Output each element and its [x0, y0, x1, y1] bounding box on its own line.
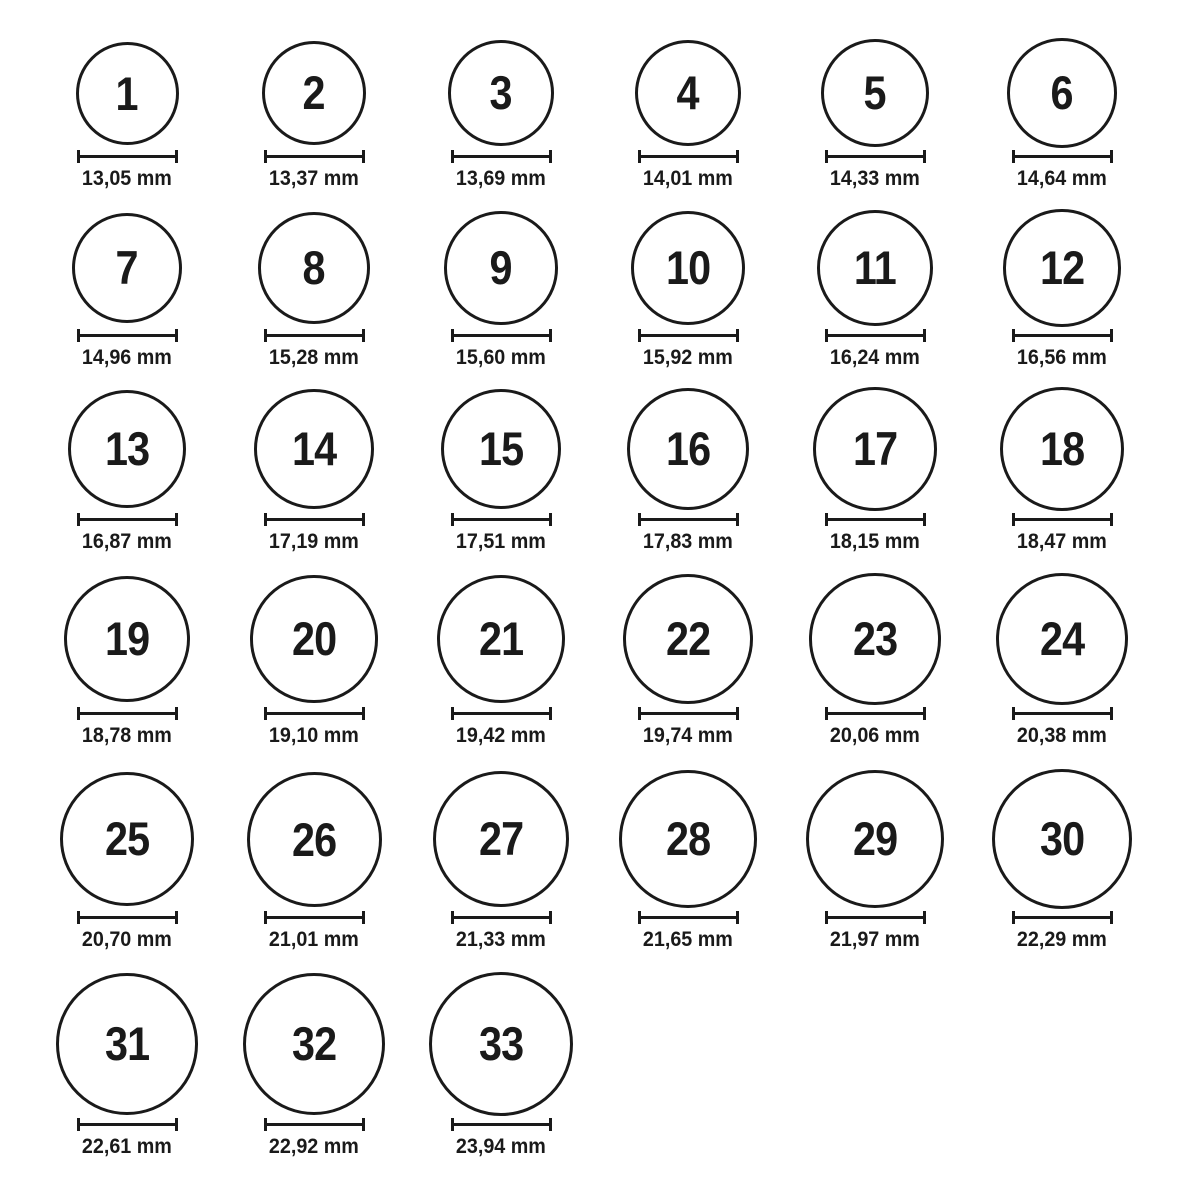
measure-bar	[640, 518, 737, 521]
ring-circle	[262, 41, 366, 145]
measure-end-tick	[736, 150, 739, 163]
ring-size-number: 15	[478, 422, 524, 476]
ring-size-number: 26	[291, 812, 337, 866]
measure-bar	[1014, 518, 1111, 521]
measure-end-tick	[362, 329, 365, 342]
ring-size-number: 9	[489, 241, 513, 295]
measure-bar	[266, 155, 363, 158]
ring-size-item	[221, 964, 408, 1158]
ring-circle	[631, 211, 746, 326]
measure-bar	[453, 916, 550, 919]
measure-end-tick	[549, 329, 552, 342]
diameter-measure-line	[451, 513, 552, 526]
ring-size-item	[221, 559, 408, 748]
diameter-label	[34, 929, 221, 950]
diameter-label-text: 21,65 mm	[642, 928, 733, 952]
ring-size-item	[969, 188, 1156, 373]
diameter-label-text: 20,06 mm	[829, 724, 920, 748]
diameter-label	[969, 929, 1156, 950]
diameter-measure-line	[77, 329, 178, 342]
diameter-measure-line	[451, 150, 552, 163]
diameter-label-text: 21,01 mm	[268, 928, 359, 952]
ring-size-item	[408, 559, 595, 748]
ring-size-item	[221, 759, 408, 952]
ring-size-number: 7	[115, 241, 139, 295]
measure-bar	[453, 712, 550, 715]
diameter-label-text: 18,47 mm	[1016, 530, 1107, 554]
diameter-label	[408, 929, 595, 950]
diameter-measure-line	[638, 911, 739, 924]
diameter-measure-line	[451, 707, 552, 720]
ring-size-number: 20	[291, 612, 337, 666]
measure-end-tick	[362, 1118, 365, 1131]
diameter-label	[595, 347, 782, 368]
ring-size-item	[408, 13, 595, 198]
ring-size-item	[34, 759, 221, 952]
ring-circle	[809, 573, 940, 704]
measure-end-tick	[923, 911, 926, 924]
measure-bar	[266, 916, 363, 919]
ring-circle	[619, 770, 757, 908]
measure-bar	[640, 334, 737, 337]
diameter-label-text: 16,56 mm	[1016, 345, 1107, 369]
ring-size-number: 27	[478, 812, 524, 866]
ring-size-item	[782, 559, 969, 748]
diameter-label-text: 18,15 mm	[829, 530, 920, 554]
ring-size-item	[595, 559, 782, 748]
diameter-label-text: 13,69 mm	[455, 166, 546, 190]
diameter-label	[221, 347, 408, 368]
measure-bar	[266, 518, 363, 521]
ring-size-item	[221, 13, 408, 198]
diameter-measure-line	[825, 911, 926, 924]
ring-size-item	[595, 13, 782, 198]
measure-bar	[266, 334, 363, 337]
diameter-label-text: 21,97 mm	[829, 928, 920, 952]
ring-size-number: 24	[1039, 612, 1085, 666]
ring-circle	[817, 210, 933, 326]
ring-size-number: 25	[104, 812, 150, 866]
ring-size-item	[595, 759, 782, 952]
diameter-label	[595, 531, 782, 552]
diameter-label	[408, 531, 595, 552]
diameter-measure-line	[451, 911, 552, 924]
measure-end-tick	[549, 911, 552, 924]
measure-end-tick	[362, 911, 365, 924]
measure-bar	[79, 916, 176, 919]
diameter-label-text: 18,78 mm	[81, 724, 172, 748]
ring-size-number: 3	[489, 66, 513, 120]
ring-circle	[68, 390, 186, 508]
measure-bar	[640, 712, 737, 715]
ring-circle	[448, 40, 554, 146]
ring-circle	[64, 576, 190, 702]
measure-end-tick	[175, 150, 178, 163]
measure-bar	[827, 518, 924, 521]
measure-end-tick	[1110, 707, 1113, 720]
measure-end-tick	[362, 150, 365, 163]
measure-end-tick	[923, 707, 926, 720]
ring-circle	[433, 771, 569, 907]
ring-size-item	[408, 369, 595, 554]
ring-circle	[56, 973, 197, 1114]
ring-size-number: 18	[1039, 422, 1085, 476]
ring-size-item	[969, 13, 1156, 198]
diameter-label	[408, 1136, 595, 1157]
measure-end-tick	[1110, 150, 1113, 163]
ring-size-number: 6	[1050, 66, 1074, 120]
diameter-label	[782, 168, 969, 189]
ring-size-number: 4	[676, 66, 700, 120]
diameter-label	[221, 168, 408, 189]
diameter-measure-line	[1012, 150, 1113, 163]
measure-bar	[1014, 334, 1111, 337]
measure-bar	[453, 1123, 550, 1126]
measure-end-tick	[923, 150, 926, 163]
measure-bar	[827, 916, 924, 919]
measure-end-tick	[736, 707, 739, 720]
diameter-label-text: 19,42 mm	[455, 724, 546, 748]
measure-bar	[79, 334, 176, 337]
measure-end-tick	[362, 707, 365, 720]
ring-size-item	[969, 369, 1156, 554]
diameter-label	[969, 168, 1156, 189]
ring-size-item	[408, 188, 595, 373]
diameter-measure-line	[77, 513, 178, 526]
ring-size-item	[34, 559, 221, 748]
diameter-label-text: 14,33 mm	[829, 166, 920, 190]
diameter-measure-line	[264, 329, 365, 342]
diameter-label-text: 22,61 mm	[81, 1134, 172, 1158]
diameter-label	[34, 725, 221, 746]
measure-end-tick	[1110, 911, 1113, 924]
measure-bar	[453, 518, 550, 521]
ring-circle	[806, 770, 945, 909]
ring-size-number: 10	[665, 241, 711, 295]
ring-size-item	[221, 188, 408, 373]
ring-circle	[635, 40, 742, 147]
diameter-measure-line	[77, 1118, 178, 1131]
measure-end-tick	[362, 513, 365, 526]
ring-circle	[444, 211, 557, 324]
ring-circle	[76, 42, 179, 145]
diameter-label	[221, 929, 408, 950]
diameter-measure-line	[451, 1118, 552, 1131]
diameter-measure-line	[264, 911, 365, 924]
diameter-label-text: 22,29 mm	[1016, 928, 1107, 952]
ring-circle	[429, 972, 573, 1116]
ring-circle	[992, 769, 1132, 909]
measure-end-tick	[736, 513, 739, 526]
ring-size-number: 2	[302, 66, 326, 120]
diameter-label	[969, 347, 1156, 368]
measure-bar	[79, 155, 176, 158]
ring-size-number: 32	[291, 1017, 337, 1071]
diameter-label	[969, 531, 1156, 552]
ring-size-number: 16	[665, 422, 711, 476]
diameter-label-text: 13,37 mm	[268, 166, 359, 190]
diameter-label	[595, 929, 782, 950]
ring-size-item	[34, 188, 221, 373]
measure-bar	[453, 155, 550, 158]
ring-size-number: 1	[115, 66, 139, 120]
diameter-label-text: 14,96 mm	[81, 345, 172, 369]
measure-bar	[453, 334, 550, 337]
diameter-label-text: 14,64 mm	[1016, 166, 1107, 190]
ring-circle	[60, 772, 194, 906]
diameter-label	[595, 168, 782, 189]
ring-circle	[996, 573, 1128, 705]
diameter-label	[408, 168, 595, 189]
ring-size-number: 13	[104, 422, 150, 476]
ring-size-number: 29	[852, 812, 898, 866]
ring-circle	[441, 389, 562, 510]
diameter-measure-line	[1012, 329, 1113, 342]
ring-size-number: 17	[852, 422, 898, 476]
ring-size-item	[408, 964, 595, 1158]
diameter-label-text: 20,38 mm	[1016, 724, 1107, 748]
ring-circle	[821, 39, 929, 147]
measure-bar	[827, 155, 924, 158]
diameter-label	[221, 1136, 408, 1157]
diameter-measure-line	[264, 707, 365, 720]
ring-size-item	[595, 188, 782, 373]
ring-size-item	[595, 369, 782, 554]
ring-size-item	[782, 13, 969, 198]
diameter-measure-line	[638, 707, 739, 720]
diameter-measure-line	[638, 329, 739, 342]
ring-size-number: 31	[104, 1017, 150, 1071]
diameter-label-text: 22,92 mm	[268, 1134, 359, 1158]
diameter-measure-line	[638, 150, 739, 163]
ring-circle	[243, 973, 386, 1116]
diameter-label	[34, 531, 221, 552]
diameter-measure-line	[77, 911, 178, 924]
diameter-label-text: 14,01 mm	[642, 166, 733, 190]
diameter-label-text: 23,94 mm	[455, 1134, 546, 1158]
diameter-measure-line	[825, 513, 926, 526]
measure-end-tick	[736, 329, 739, 342]
diameter-measure-line	[451, 329, 552, 342]
ring-circle	[254, 389, 374, 509]
ring-size-number: 33	[478, 1017, 524, 1071]
measure-end-tick	[175, 513, 178, 526]
measure-bar	[640, 155, 737, 158]
ring-circle	[627, 388, 749, 510]
ring-size-number: 12	[1039, 241, 1085, 295]
ring-size-number: 11	[854, 241, 896, 295]
diameter-measure-line	[638, 513, 739, 526]
measure-bar	[79, 518, 176, 521]
measure-end-tick	[1110, 513, 1113, 526]
ring-circle	[72, 213, 183, 324]
diameter-label	[969, 725, 1156, 746]
diameter-measure-line	[77, 707, 178, 720]
diameter-label	[595, 725, 782, 746]
measure-end-tick	[549, 707, 552, 720]
measure-bar	[1014, 155, 1111, 158]
diameter-label-text: 17,51 mm	[455, 530, 546, 554]
diameter-label-text: 19,10 mm	[268, 724, 359, 748]
diameter-label-text: 20,70 mm	[81, 928, 172, 952]
diameter-label-text: 19,74 mm	[642, 724, 733, 748]
diameter-label	[782, 347, 969, 368]
diameter-measure-line	[264, 150, 365, 163]
ring-size-number: 23	[852, 612, 898, 666]
diameter-measure-line	[264, 513, 365, 526]
ring-size-item	[969, 559, 1156, 748]
diameter-label	[34, 347, 221, 368]
measure-end-tick	[175, 911, 178, 924]
measure-end-tick	[549, 150, 552, 163]
measure-end-tick	[923, 513, 926, 526]
diameter-label-text: 15,28 mm	[268, 345, 359, 369]
ring-size-number: 5	[863, 66, 887, 120]
measure-end-tick	[1110, 329, 1113, 342]
diameter-label-text: 17,83 mm	[642, 530, 733, 554]
diameter-label-text: 21,33 mm	[455, 928, 546, 952]
diameter-measure-line	[825, 707, 926, 720]
ring-size-item	[221, 369, 408, 554]
ring-circle	[258, 212, 370, 324]
ring-size-number: 28	[665, 812, 711, 866]
diameter-measure-line	[1012, 513, 1113, 526]
measure-bar	[79, 712, 176, 715]
measure-end-tick	[549, 513, 552, 526]
ring-circle	[437, 575, 566, 704]
diameter-label	[408, 725, 595, 746]
measure-end-tick	[736, 911, 739, 924]
diameter-label-text: 16,87 mm	[81, 530, 172, 554]
ring-circle	[247, 772, 382, 907]
ring-circle	[1000, 387, 1125, 512]
ring-size-item	[34, 13, 221, 198]
diameter-label	[34, 168, 221, 189]
measure-bar	[266, 712, 363, 715]
measure-end-tick	[175, 329, 178, 342]
measure-end-tick	[175, 1118, 178, 1131]
ring-size-item	[782, 188, 969, 373]
ring-size-item	[34, 964, 221, 1158]
ring-size-number: 8	[302, 241, 326, 295]
diameter-measure-line	[264, 1118, 365, 1131]
ring-size-item	[408, 759, 595, 952]
measure-end-tick	[549, 1118, 552, 1131]
diameter-label	[221, 531, 408, 552]
measure-bar	[1014, 712, 1111, 715]
diameter-measure-line	[825, 329, 926, 342]
measure-bar	[266, 1123, 363, 1126]
measure-end-tick	[175, 707, 178, 720]
ring-size-item	[969, 759, 1156, 952]
diameter-measure-line	[1012, 911, 1113, 924]
diameter-label	[782, 929, 969, 950]
diameter-label	[782, 725, 969, 746]
diameter-label-text: 16,24 mm	[829, 345, 920, 369]
measure-bar	[1014, 916, 1111, 919]
ring-circle	[1007, 38, 1116, 147]
measure-end-tick	[923, 329, 926, 342]
ring-size-number: 19	[104, 612, 150, 666]
measure-bar	[827, 334, 924, 337]
diameter-label-text: 15,92 mm	[642, 345, 733, 369]
diameter-label-text: 17,19 mm	[268, 530, 359, 554]
ring-size-item	[782, 369, 969, 554]
ring-circle	[813, 387, 936, 510]
measure-bar	[827, 712, 924, 715]
measure-bar	[79, 1123, 176, 1126]
diameter-label-text: 13,05 mm	[81, 166, 172, 190]
diameter-label	[408, 347, 595, 368]
ring-size-number: 22	[665, 612, 711, 666]
ring-size-item	[34, 369, 221, 554]
diameter-measure-line	[77, 150, 178, 163]
ring-size-item	[782, 759, 969, 952]
ring-circle	[623, 574, 753, 704]
ring-size-number: 21	[478, 612, 524, 666]
measure-bar	[640, 916, 737, 919]
ring-size-number: 14	[291, 422, 337, 476]
diameter-measure-line	[825, 150, 926, 163]
ring-circle	[250, 575, 377, 702]
diameter-measure-line	[1012, 707, 1113, 720]
diameter-label	[782, 531, 969, 552]
diameter-label	[34, 1136, 221, 1157]
ring-size-number: 30	[1039, 812, 1085, 866]
ring-circle	[1003, 209, 1120, 326]
diameter-label-text: 15,60 mm	[455, 345, 546, 369]
diameter-label	[221, 725, 408, 746]
